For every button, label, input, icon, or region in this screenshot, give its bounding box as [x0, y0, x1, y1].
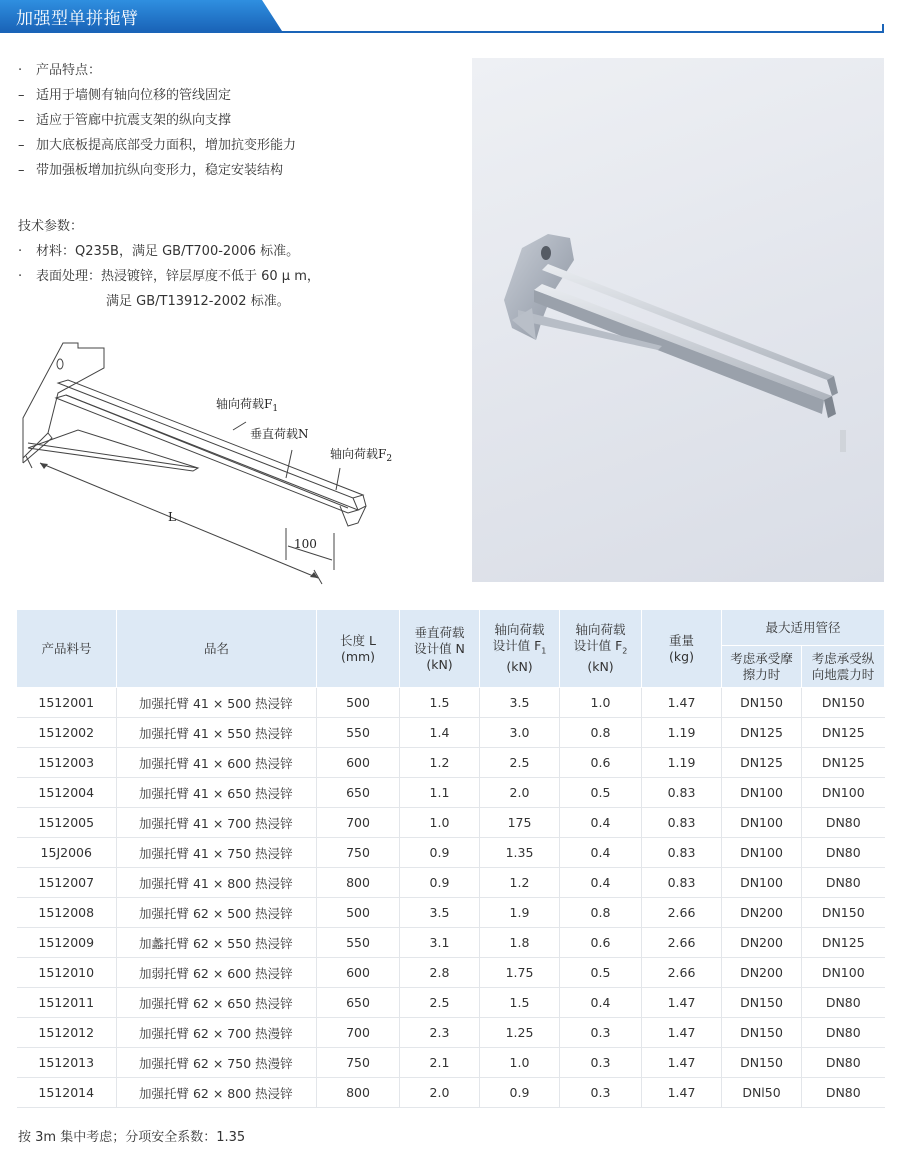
table-cell: DN150 — [722, 1048, 802, 1078]
table-row — [17, 688, 885, 718]
table-cell: 0.9 — [400, 868, 480, 898]
col-header-friction: 考虑承受摩擦力时 — [722, 646, 802, 688]
table-cell: 1.47 — [642, 1078, 722, 1108]
table-cell: DN125 — [722, 718, 802, 748]
table-cell: 2.66 — [642, 928, 722, 958]
table-cell: 1.5 — [400, 688, 480, 718]
bullet-marker: · — [18, 269, 23, 284]
bracket-line-drawing — [18, 338, 458, 588]
table-cell: 1.47 — [642, 688, 722, 718]
table-cell: 加强托臂 41 × 600 热浸锌 — [117, 748, 317, 778]
table-cell: 1.0 — [560, 688, 642, 718]
table-row — [17, 1048, 885, 1078]
table-cell: 0.83 — [642, 778, 722, 808]
col-header-vertical: 垂直荷载 设计值 N (kN) — [400, 610, 480, 688]
table-cell: 0.3 — [560, 1078, 642, 1108]
label-length: L — [168, 510, 176, 524]
col-header-axial-f1: 轴向荷载 设计值 $F_1$ (kN) — [480, 610, 560, 688]
table-cell: 550 — [317, 718, 400, 748]
table-cell: DN100 — [722, 778, 802, 808]
feature-item: 加大底板提高底部受力面积，增加抗变形能力 — [36, 138, 297, 153]
table-cell: 550 — [317, 928, 400, 958]
table-cell: 3.1 — [400, 928, 480, 958]
table-cell: DN80 — [802, 988, 885, 1018]
label-axial-f2: 轴向荷载$F_2$ — [330, 447, 393, 464]
table-row — [17, 868, 885, 898]
table-row — [17, 748, 885, 778]
table-row — [17, 1018, 885, 1048]
col-header-max-pipe: 最大适用管径 — [722, 610, 885, 646]
table-cell: 1512013 — [17, 1048, 117, 1078]
table-cell: 0.83 — [642, 808, 722, 838]
table-cell: 0.4 — [560, 868, 642, 898]
table-cell: 1512011 — [17, 988, 117, 1018]
table-cell: DN200 — [722, 958, 802, 988]
specs-section — [18, 214, 320, 314]
table-cell: DN80 — [802, 808, 885, 838]
table-cell: 0.3 — [560, 1018, 642, 1048]
table-cell: 加蠡托臂 62 × 550 热浸锌 — [117, 928, 317, 958]
bracket-photo-illustration — [472, 58, 884, 582]
label-axial-f1: 轴向荷载$F_1$ — [216, 397, 279, 414]
table-cell: 加强托臂 62 × 800 热浸锌 — [117, 1078, 317, 1108]
table-cell: DN80 — [802, 838, 885, 868]
table-cell: 800 — [317, 1078, 400, 1108]
table-cell: DN125 — [722, 748, 802, 778]
table-cell: 1.47 — [642, 1018, 722, 1048]
table-cell: DN100 — [722, 868, 802, 898]
table-cell: 1.0 — [480, 1048, 560, 1078]
table-cell: 2.0 — [480, 778, 560, 808]
feature-item: 适应于管廊中抗震支架的纵向支撑 — [36, 113, 232, 128]
table-cell: 2.3 — [400, 1018, 480, 1048]
table-cell: 2.66 — [642, 898, 722, 928]
feature-item: 适用于墙侧有轴向位移的管线固定 — [36, 88, 232, 103]
table-cell: 1.5 — [480, 988, 560, 1018]
table-cell: 0.4 — [560, 838, 642, 868]
table-cell: 加强托臂 62 × 500 热浸锌 — [117, 898, 317, 928]
col-header-weight: 重量 (kg) — [642, 610, 722, 688]
table-cell: 加强托臂 41 × 650 热浸锌 — [117, 778, 317, 808]
table-cell: 3.5 — [480, 688, 560, 718]
spec-material: 材料：Q235B，满足 GB/T700-2006 标准。 — [36, 244, 300, 259]
features-section — [18, 58, 296, 183]
spec-surface-cont: 满足 GB/T13912-2002 标准。 — [106, 294, 290, 309]
table-cell: 1.9 — [480, 898, 560, 928]
dash-marker: – — [18, 113, 25, 128]
table-cell: 1.75 — [480, 958, 560, 988]
bullet-marker: · — [18, 244, 23, 259]
table-row — [17, 808, 885, 838]
table-row — [17, 778, 885, 808]
header-tick — [882, 24, 884, 33]
table-cell: DN100 — [722, 838, 802, 868]
specs-title: 技术参数： — [18, 219, 84, 234]
table-cell: 1512014 — [17, 1078, 117, 1108]
table-cell: DN150 — [802, 688, 885, 718]
dash-marker: – — [18, 88, 25, 103]
table-cell: 15J2006 — [17, 838, 117, 868]
table-cell: DN200 — [722, 898, 802, 928]
dash-marker: – — [18, 163, 25, 178]
table-cell: 0.6 — [560, 748, 642, 778]
table-cell: 0.5 — [560, 958, 642, 988]
table-cell: 1.2 — [400, 748, 480, 778]
table-row — [17, 718, 885, 748]
table-cell: 加强托臂 62 × 750 热漫锌 — [117, 1048, 317, 1078]
table-cell: 1512003 — [17, 748, 117, 778]
page-title: 加强型单拼拖臂 — [16, 9, 139, 29]
table-cell: DNl50 — [722, 1078, 802, 1108]
table-cell: 500 — [317, 688, 400, 718]
col-header-axial-f2: 轴向荷载 设计值 $F_2$ (kN) — [560, 610, 642, 688]
table-cell: 1.47 — [642, 988, 722, 1018]
table-cell: 1.19 — [642, 748, 722, 778]
table-cell: 1.35 — [480, 838, 560, 868]
table-cell: 700 — [317, 1018, 400, 1048]
table-row — [17, 958, 885, 988]
table-cell: DN80 — [802, 1048, 885, 1078]
table-cell: 1.1 — [400, 778, 480, 808]
table-cell: 2.1 — [400, 1048, 480, 1078]
table-cell: 1512004 — [17, 778, 117, 808]
table-row — [17, 838, 885, 868]
table-cell: 3.5 — [400, 898, 480, 928]
table-cell: 750 — [317, 1048, 400, 1078]
table-cell: DN150 — [722, 1018, 802, 1048]
table-cell: 1.25 — [480, 1018, 560, 1048]
col-header-seismic: 考虑承受纵向地震力时 — [802, 646, 885, 688]
features-title: 产品特点： — [36, 63, 102, 78]
table-cell: 2.66 — [642, 958, 722, 988]
table-cell: 0.9 — [480, 1078, 560, 1108]
table-cell: DN150 — [722, 688, 802, 718]
table-cell: 1.19 — [642, 718, 722, 748]
table-cell: 0.6 — [560, 928, 642, 958]
table-cell: 1.2 — [480, 868, 560, 898]
label-vertical-n: 垂直荷载N — [250, 427, 309, 441]
table-cell: 1512009 — [17, 928, 117, 958]
table-cell: 加强托臂 62 × 700 热漫锌 — [117, 1018, 317, 1048]
table-cell: 0.83 — [642, 838, 722, 868]
table-cell: 0.3 — [560, 1048, 642, 1078]
table-cell: 加强托臂 41 × 800 热浸锌 — [117, 868, 317, 898]
table-cell: DN125 — [802, 718, 885, 748]
table-cell: DN200 — [722, 928, 802, 958]
table-cell: 加强托臂 62 × 650 热浸锌 — [117, 988, 317, 1018]
table-cell: 2.5 — [480, 748, 560, 778]
table-cell: DN80 — [802, 1078, 885, 1108]
table-cell: 2.8 — [400, 958, 480, 988]
table-cell: 1512002 — [17, 718, 117, 748]
table-cell: 0.4 — [560, 808, 642, 838]
table-cell: DN100 — [722, 808, 802, 838]
col-header-name: 品名 — [117, 610, 317, 688]
table-cell: 1.4 — [400, 718, 480, 748]
bracket-drawing — [18, 338, 458, 588]
table-cell: 0.5 — [560, 778, 642, 808]
spec-surface: 表面处理：热浸镀锌，锌层厚度不低于 60 μ m， — [36, 269, 320, 284]
table-cell: 1.47 — [642, 1048, 722, 1078]
table-cell: 800 — [317, 868, 400, 898]
col-header-length: 长度 L (mm) — [317, 610, 400, 688]
table-cell: 750 — [317, 838, 400, 868]
table-cell: 加强托臂 41 × 700 热浸锌 — [117, 808, 317, 838]
table-cell: DN100 — [802, 778, 885, 808]
footnote: 按 3m 集中考虑；分项安全系数：1.35 — [18, 1130, 246, 1145]
table-cell: 600 — [317, 748, 400, 778]
table-cell: 1512012 — [17, 1018, 117, 1048]
table-row — [17, 1078, 885, 1108]
table-cell: DN80 — [802, 868, 885, 898]
table-row — [17, 898, 885, 928]
table-cell: DN125 — [802, 748, 885, 778]
product-photo — [472, 58, 884, 582]
table-cell: 600 — [317, 958, 400, 988]
spec-table — [16, 609, 885, 1108]
table-cell: DN150 — [802, 898, 885, 928]
table-cell: 650 — [317, 778, 400, 808]
table-cell: 1512005 — [17, 808, 117, 838]
table-cell: 0.8 — [560, 898, 642, 928]
table-cell: 2.0 — [400, 1078, 480, 1108]
dash-marker: – — [18, 138, 25, 153]
table-cell: 500 — [317, 898, 400, 928]
bullet-marker: · — [18, 63, 23, 78]
table-cell: 3.0 — [480, 718, 560, 748]
table-cell: 175 — [480, 808, 560, 838]
table-row — [17, 928, 885, 958]
feature-item: 带加强板增加抗纵向变形力，稳定安装结构 — [36, 163, 284, 178]
table-cell: 1512007 — [17, 868, 117, 898]
table-cell: DN100 — [802, 958, 885, 988]
table-cell: DN125 — [802, 928, 885, 958]
table-cell: 0.8 — [560, 718, 642, 748]
table-cell: 1.8 — [480, 928, 560, 958]
table-cell: 650 — [317, 988, 400, 1018]
table-row — [17, 988, 885, 1018]
table-cell: DN150 — [722, 988, 802, 1018]
table-cell: 1512008 — [17, 898, 117, 928]
table-cell: 1.0 — [400, 808, 480, 838]
table-cell: 0.4 — [560, 988, 642, 1018]
header-band — [0, 0, 900, 36]
table-cell: 加强托臂 41 × 500 热浸锌 — [117, 688, 317, 718]
table-cell: 2.5 — [400, 988, 480, 1018]
table-cell: DN80 — [802, 1018, 885, 1048]
table-cell: 加强托臂 41 × 750 热浸锌 — [117, 838, 317, 868]
table-cell: 0.83 — [642, 868, 722, 898]
table-cell: 加强托臂 41 × 550 热浸锌 — [117, 718, 317, 748]
table-cell: 700 — [317, 808, 400, 838]
label-offset: 100 — [294, 537, 317, 551]
col-header-code: 产品料号 — [17, 610, 117, 688]
table-cell: 1512001 — [17, 688, 117, 718]
header-divider — [0, 31, 884, 33]
table-cell: 加弱托臂 62 × 600 热浸锌 — [117, 958, 317, 988]
table-cell: 0.9 — [400, 838, 480, 868]
table-cell: 1512010 — [17, 958, 117, 988]
